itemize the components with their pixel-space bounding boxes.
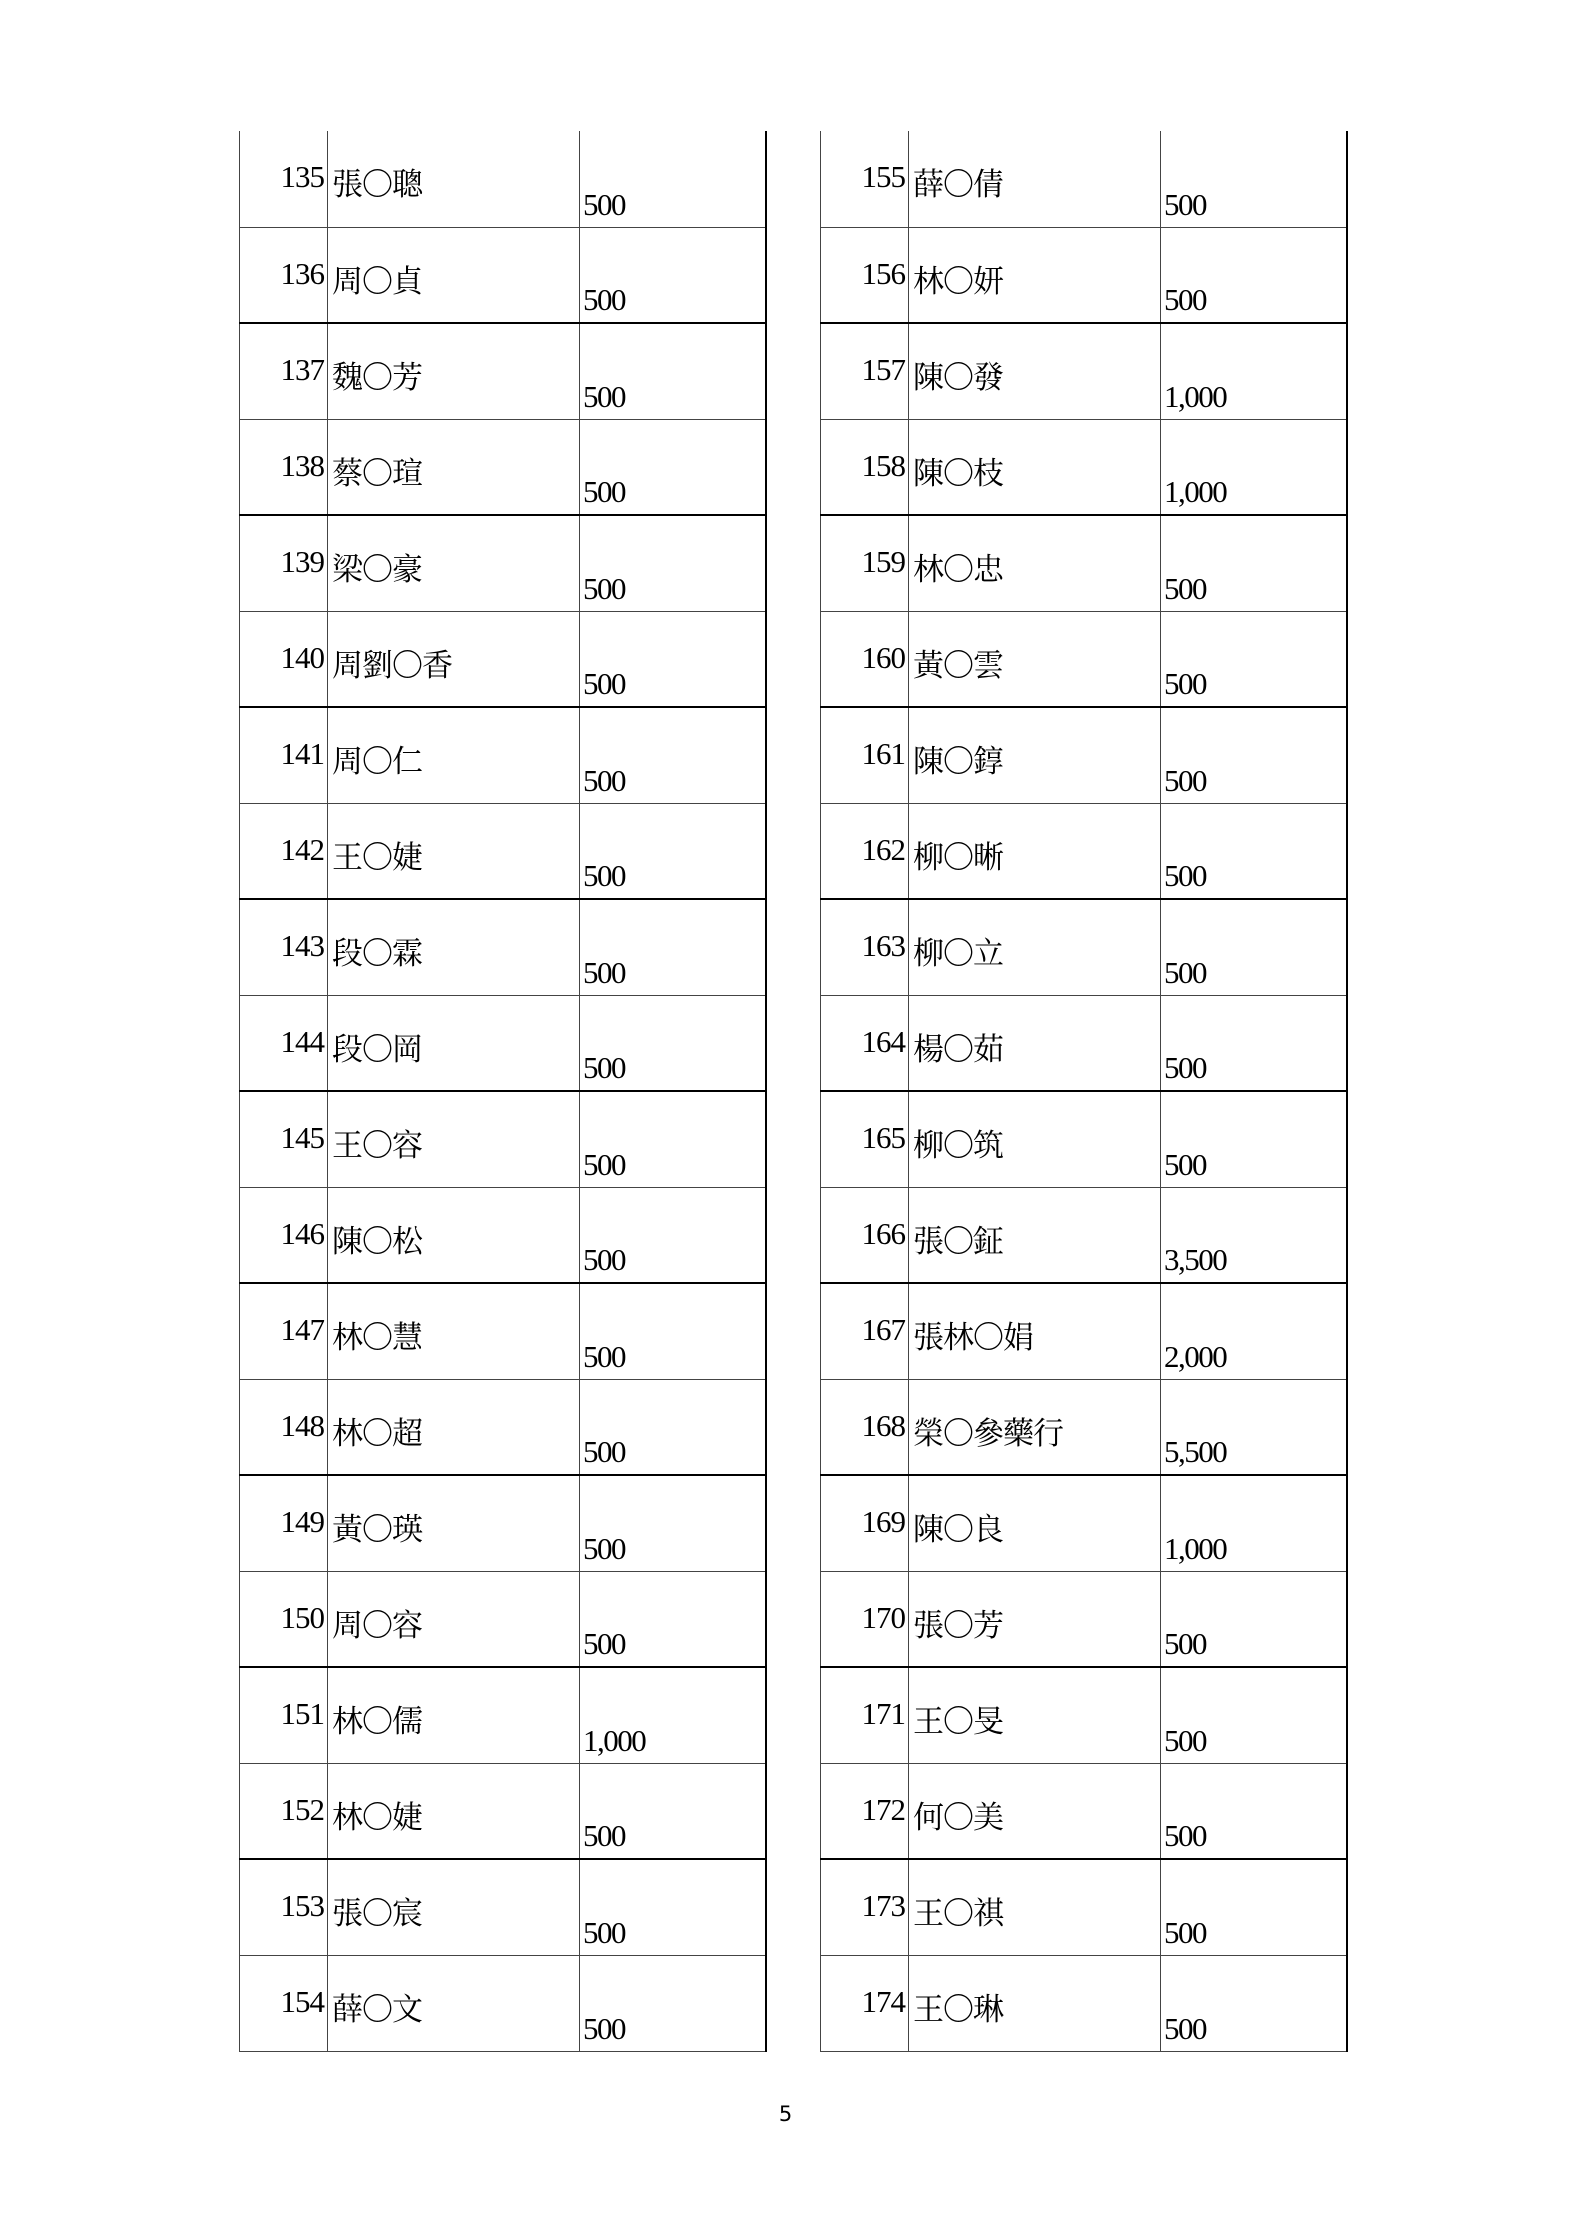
entry-number: 156: [821, 227, 909, 323]
donation-amount: 500: [580, 1955, 766, 2051]
table-row: [821, 1283, 1347, 1379]
donation-amount: 500: [1161, 1667, 1347, 1763]
donation-amount: 500: [580, 1763, 766, 1859]
donation-amount: 500: [1161, 1571, 1347, 1667]
table-row: [821, 1763, 1347, 1859]
entry-number: 162: [821, 803, 909, 899]
donor-name: 王〇祺: [909, 1859, 1161, 1955]
donor-name: 林〇超: [328, 1379, 580, 1475]
entry-number: 140: [240, 611, 328, 707]
table-row: [821, 1667, 1347, 1763]
table-row: [240, 1379, 766, 1475]
donation-amount: 1,000: [1161, 1475, 1347, 1571]
donation-amount: 1,000: [1161, 323, 1347, 419]
table-row: [240, 1475, 766, 1571]
entry-number: 147: [240, 1283, 328, 1379]
entry-number: 173: [821, 1859, 909, 1955]
donor-name: 王〇旻: [909, 1667, 1161, 1763]
donation-amount: 1,000: [1161, 419, 1347, 515]
table-row: [240, 995, 766, 1091]
donor-name: 林〇慧: [328, 1283, 580, 1379]
table-row: [821, 1571, 1347, 1667]
donation-amount: 500: [1161, 1955, 1347, 2051]
entry-number: 166: [821, 1187, 909, 1283]
table-row: [240, 419, 766, 515]
donor-name: 林〇妍: [909, 227, 1161, 323]
entry-number: 165: [821, 1091, 909, 1187]
entry-number: 160: [821, 611, 909, 707]
table-row: [240, 515, 766, 611]
entry-number: 170: [821, 1571, 909, 1667]
entry-number: 145: [240, 1091, 328, 1187]
donor-table-left: [239, 131, 767, 2052]
donor-name: 張〇聰: [328, 131, 580, 227]
donor-name: 段〇霖: [328, 899, 580, 995]
entry-number: 155: [821, 131, 909, 227]
donation-amount: 500: [580, 611, 766, 707]
donation-amount: 500: [580, 995, 766, 1091]
entry-number: 154: [240, 1955, 328, 2051]
donor-name: 陳〇良: [909, 1475, 1161, 1571]
entry-number: 151: [240, 1667, 328, 1763]
entry-number: 164: [821, 995, 909, 1091]
table-row: [821, 1475, 1347, 1571]
donor-table-right: [820, 131, 1348, 2052]
table-row: [821, 515, 1347, 611]
donor-name: 王〇婕: [328, 803, 580, 899]
donation-amount: 500: [1161, 227, 1347, 323]
donor-name: 陳〇枝: [909, 419, 1161, 515]
table-row: [240, 1859, 766, 1955]
table-row: [240, 803, 766, 899]
table-row: [240, 1187, 766, 1283]
donor-name: 林〇儒: [328, 1667, 580, 1763]
donor-name: 柳〇立: [909, 899, 1161, 995]
donation-amount: 1,000: [580, 1667, 766, 1763]
table-row: [240, 1667, 766, 1763]
entry-number: 150: [240, 1571, 328, 1667]
entry-number: 168: [821, 1379, 909, 1475]
donation-amount: 500: [580, 515, 766, 611]
table-row: [821, 611, 1347, 707]
donor-name: 王〇容: [328, 1091, 580, 1187]
donation-amount: 500: [1161, 611, 1347, 707]
donation-amount: 2,000: [1161, 1283, 1347, 1379]
table-row: [240, 1571, 766, 1667]
table-row: [821, 419, 1347, 515]
table-row: [240, 227, 766, 323]
entry-number: 148: [240, 1379, 328, 1475]
table-row: [821, 227, 1347, 323]
table-row: [821, 323, 1347, 419]
donation-amount: 500: [580, 419, 766, 515]
donation-amount: 5,500: [1161, 1379, 1347, 1475]
donor-name: 張林〇娟: [909, 1283, 1161, 1379]
entry-number: 157: [821, 323, 909, 419]
donation-amount: 500: [1161, 1859, 1347, 1955]
table-row: [240, 707, 766, 803]
donation-amount: 500: [1161, 899, 1347, 995]
donor-name: 薛〇倩: [909, 131, 1161, 227]
donor-name: 陳〇發: [909, 323, 1161, 419]
donation-amount: 500: [580, 899, 766, 995]
donor-name: 王〇琳: [909, 1955, 1161, 2051]
entry-number: 174: [821, 1955, 909, 2051]
entry-number: 146: [240, 1187, 328, 1283]
entry-number: 153: [240, 1859, 328, 1955]
donation-amount: 500: [1161, 995, 1347, 1091]
entry-number: 161: [821, 707, 909, 803]
page-number: 5: [778, 2102, 793, 2126]
donor-name: 張〇宸: [328, 1859, 580, 1955]
entry-number: 169: [821, 1475, 909, 1571]
donation-amount: 500: [580, 1091, 766, 1187]
donation-amount: 500: [580, 1283, 766, 1379]
entry-number: 139: [240, 515, 328, 611]
donor-name: 周〇貞: [328, 227, 580, 323]
donation-amount: 500: [580, 323, 766, 419]
donation-amount: 3,500: [1161, 1187, 1347, 1283]
donor-name: 張〇芳: [909, 1571, 1161, 1667]
donation-amount: 500: [580, 227, 766, 323]
donor-name: 陳〇松: [328, 1187, 580, 1283]
donation-amount: 500: [580, 1859, 766, 1955]
donation-amount: 500: [580, 1379, 766, 1475]
donor-name: 魏〇芳: [328, 323, 580, 419]
entry-number: 149: [240, 1475, 328, 1571]
donor-name: 林〇忠: [909, 515, 1161, 611]
donation-amount: 500: [580, 131, 766, 227]
table-row: [821, 1187, 1347, 1283]
donation-amount: 500: [1161, 515, 1347, 611]
donor-name: 薛〇文: [328, 1955, 580, 2051]
donor-name: 陳〇錞: [909, 707, 1161, 803]
entry-number: 143: [240, 899, 328, 995]
donor-name: 張〇鉦: [909, 1187, 1161, 1283]
table-row: [821, 707, 1347, 803]
donor-name: 黃〇雲: [909, 611, 1161, 707]
donation-amount: 500: [1161, 707, 1347, 803]
entry-number: 158: [821, 419, 909, 515]
table-row: [821, 1859, 1347, 1955]
donation-amount: 500: [580, 1187, 766, 1283]
table-row: [821, 899, 1347, 995]
donation-amount: 500: [1161, 803, 1347, 899]
table-row: [821, 131, 1347, 227]
entry-number: 172: [821, 1763, 909, 1859]
table-row: [240, 1091, 766, 1187]
donation-amount: 500: [1161, 1763, 1347, 1859]
table-row: [821, 995, 1347, 1091]
donation-amount: 500: [1161, 131, 1347, 227]
entry-number: 163: [821, 899, 909, 995]
entry-number: 144: [240, 995, 328, 1091]
donor-name: 柳〇筑: [909, 1091, 1161, 1187]
entry-number: 167: [821, 1283, 909, 1379]
table-row: [240, 1283, 766, 1379]
donation-amount: 500: [1161, 1091, 1347, 1187]
donor-name: 黃〇瑛: [328, 1475, 580, 1571]
donor-name: 周〇仁: [328, 707, 580, 803]
donor-name: 楊〇茹: [909, 995, 1161, 1091]
donor-name: 周劉〇香: [328, 611, 580, 707]
donor-name: 蔡〇瑄: [328, 419, 580, 515]
entry-number: 142: [240, 803, 328, 899]
table-row: [821, 1955, 1347, 2051]
donation-amount: 500: [580, 803, 766, 899]
donor-name: 柳〇晰: [909, 803, 1161, 899]
donor-name: 段〇岡: [328, 995, 580, 1091]
donor-name: 榮〇參藥行: [909, 1379, 1161, 1475]
donor-name: 何〇美: [909, 1763, 1161, 1859]
entry-number: 137: [240, 323, 328, 419]
table-row: [821, 1091, 1347, 1187]
donor-name: 梁〇豪: [328, 515, 580, 611]
table-row: [240, 899, 766, 995]
entry-number: 136: [240, 227, 328, 323]
entry-number: 138: [240, 419, 328, 515]
entry-number: 141: [240, 707, 328, 803]
table-row: [821, 803, 1347, 899]
donation-amount: 500: [580, 1571, 766, 1667]
table-row: [240, 323, 766, 419]
table-row: [240, 1763, 766, 1859]
donor-name: 周〇容: [328, 1571, 580, 1667]
entry-number: 171: [821, 1667, 909, 1763]
entry-number: 159: [821, 515, 909, 611]
donation-amount: 500: [580, 1475, 766, 1571]
table-row: [821, 1379, 1347, 1475]
table-row: [240, 131, 766, 227]
donor-name: 林〇婕: [328, 1763, 580, 1859]
entry-number: 152: [240, 1763, 328, 1859]
entry-number: 135: [240, 131, 328, 227]
table-row: [240, 611, 766, 707]
table-row: [240, 1955, 766, 2051]
donation-amount: 500: [580, 707, 766, 803]
